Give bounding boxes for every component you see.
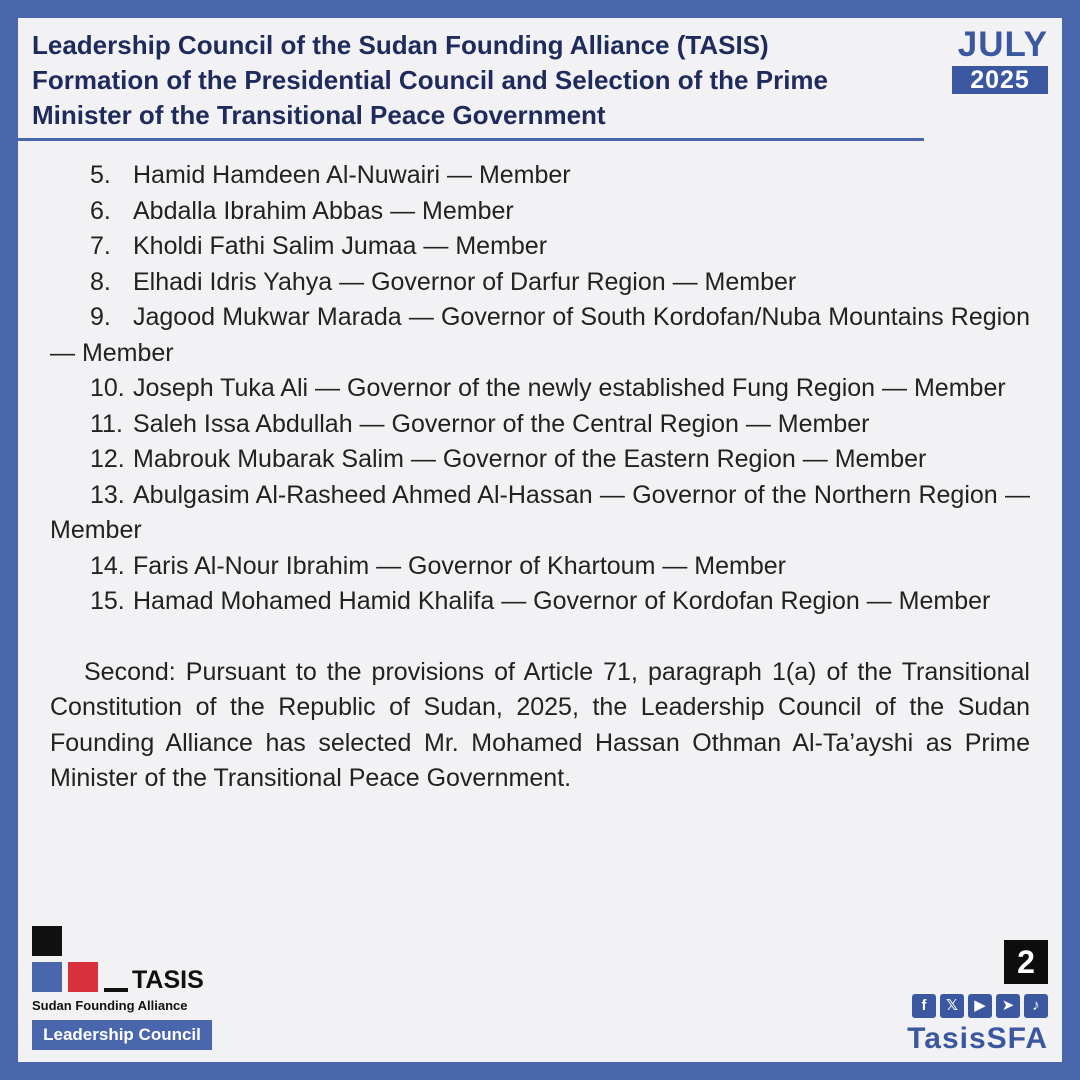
member-number: 10. bbox=[90, 374, 125, 402]
member-number: 6. bbox=[90, 196, 111, 225]
member-text: Kholdi Fathi Salim Jumaa — Member bbox=[133, 232, 548, 260]
member-number: 5. bbox=[90, 161, 111, 189]
member-item bbox=[50, 229, 1030, 265]
member-item bbox=[50, 407, 1030, 443]
member-text: Abdalla Ibrahim Abbas — Member bbox=[133, 196, 514, 225]
member-item bbox=[50, 549, 1030, 585]
logo-square-black bbox=[32, 926, 62, 956]
social-handle[interactable]: TasisSFA bbox=[907, 1022, 1048, 1055]
logo-square-red bbox=[68, 962, 98, 992]
member-item bbox=[50, 158, 1030, 194]
member-text: Hamad Mohamed Hamid Khalifa — Governor of Kordofan Region — Member bbox=[133, 587, 991, 615]
facebook-icon[interactable]: f bbox=[912, 994, 936, 1018]
member-number: 9. bbox=[90, 303, 111, 331]
member-number: 8. bbox=[90, 267, 111, 296]
logo-dash bbox=[104, 988, 128, 992]
member-number: 14. bbox=[90, 551, 125, 580]
member-text: Joseph Tuka Ali — Governor of the newly established Fung Region — Member bbox=[133, 374, 1006, 402]
logo-square-blue bbox=[32, 962, 62, 992]
member-text: Mabrouk Mubarak Salim — Governor of the Eastern Region — Member bbox=[133, 445, 927, 473]
document-body bbox=[50, 158, 1030, 797]
member-item bbox=[50, 584, 1030, 620]
member-item bbox=[50, 478, 1030, 549]
date-month: JULY bbox=[957, 25, 1048, 64]
social-icons bbox=[912, 994, 1048, 1018]
telegram-icon[interactable]: ➤ bbox=[996, 994, 1020, 1018]
member-number: 7. bbox=[90, 232, 111, 260]
youtube-icon[interactable]: ▶ bbox=[968, 994, 992, 1018]
member-text: Faris Al-Nour Ibrahim — Governor of Khartoum — Member bbox=[133, 551, 786, 580]
tasis-logo bbox=[32, 926, 222, 1051]
header-subtitle: Formation of the Presidential Council and Selection of the Prime Minister of the Transitional Peace Government bbox=[32, 65, 828, 130]
member-item bbox=[50, 265, 1030, 301]
member-item bbox=[50, 300, 1030, 371]
member-number: 12. bbox=[90, 445, 125, 473]
logo-subtitle: Sudan Founding Alliance bbox=[32, 998, 188, 1013]
member-text: Hamid Hamdeen Al-Nuwairi — Member bbox=[133, 161, 571, 189]
member-item bbox=[50, 442, 1030, 478]
member-text: Saleh Issa Abdullah — Governor of the Central Region — Member bbox=[133, 409, 870, 438]
member-number: 13. bbox=[90, 480, 125, 509]
member-text: Abulgasim Al-Rasheed Ahmed Al-Hassan — Governor of the Northern Region — Member bbox=[50, 480, 1030, 544]
member-number: 15. bbox=[90, 587, 125, 615]
page-number: 2 bbox=[1004, 940, 1048, 984]
page bbox=[18, 18, 1062, 1062]
tiktok-icon[interactable]: ♪ bbox=[1024, 994, 1048, 1018]
header-title: Leadership Council of the Sudan Founding Alliance (TASIS) bbox=[32, 30, 769, 60]
logo-name: TASIS bbox=[132, 966, 204, 994]
member-item bbox=[50, 194, 1030, 230]
header-divider bbox=[18, 138, 924, 141]
member-list bbox=[50, 158, 1030, 620]
header bbox=[32, 28, 912, 133]
member-number: 11. bbox=[90, 409, 123, 438]
member-text: Elhadi Idris Yahya — Governor of Darfur Region — Member bbox=[133, 267, 797, 296]
member-item bbox=[50, 371, 1030, 407]
member-text: Jagood Mukwar Marada — Governor of South Kordofan/Nuba Mountains Region — Member bbox=[50, 303, 1030, 367]
logo-badge: Leadership Council bbox=[32, 1020, 212, 1050]
second-paragraph: Second: Pursuant to the provisions of Article 71, paragraph 1(a) of the Transitional Constitution of the Republic of Sudan, 2025, the Leadership Council of the Sudan Founding Alliance has selected Mr. Mohamed Hassan Othman Al-Ta’ayshi as Prime Minister of the Transitional Peace Government. bbox=[50, 657, 1030, 792]
date-year-badge: 2025 bbox=[952, 66, 1048, 94]
x-icon[interactable]: 𝕏 bbox=[940, 994, 964, 1018]
